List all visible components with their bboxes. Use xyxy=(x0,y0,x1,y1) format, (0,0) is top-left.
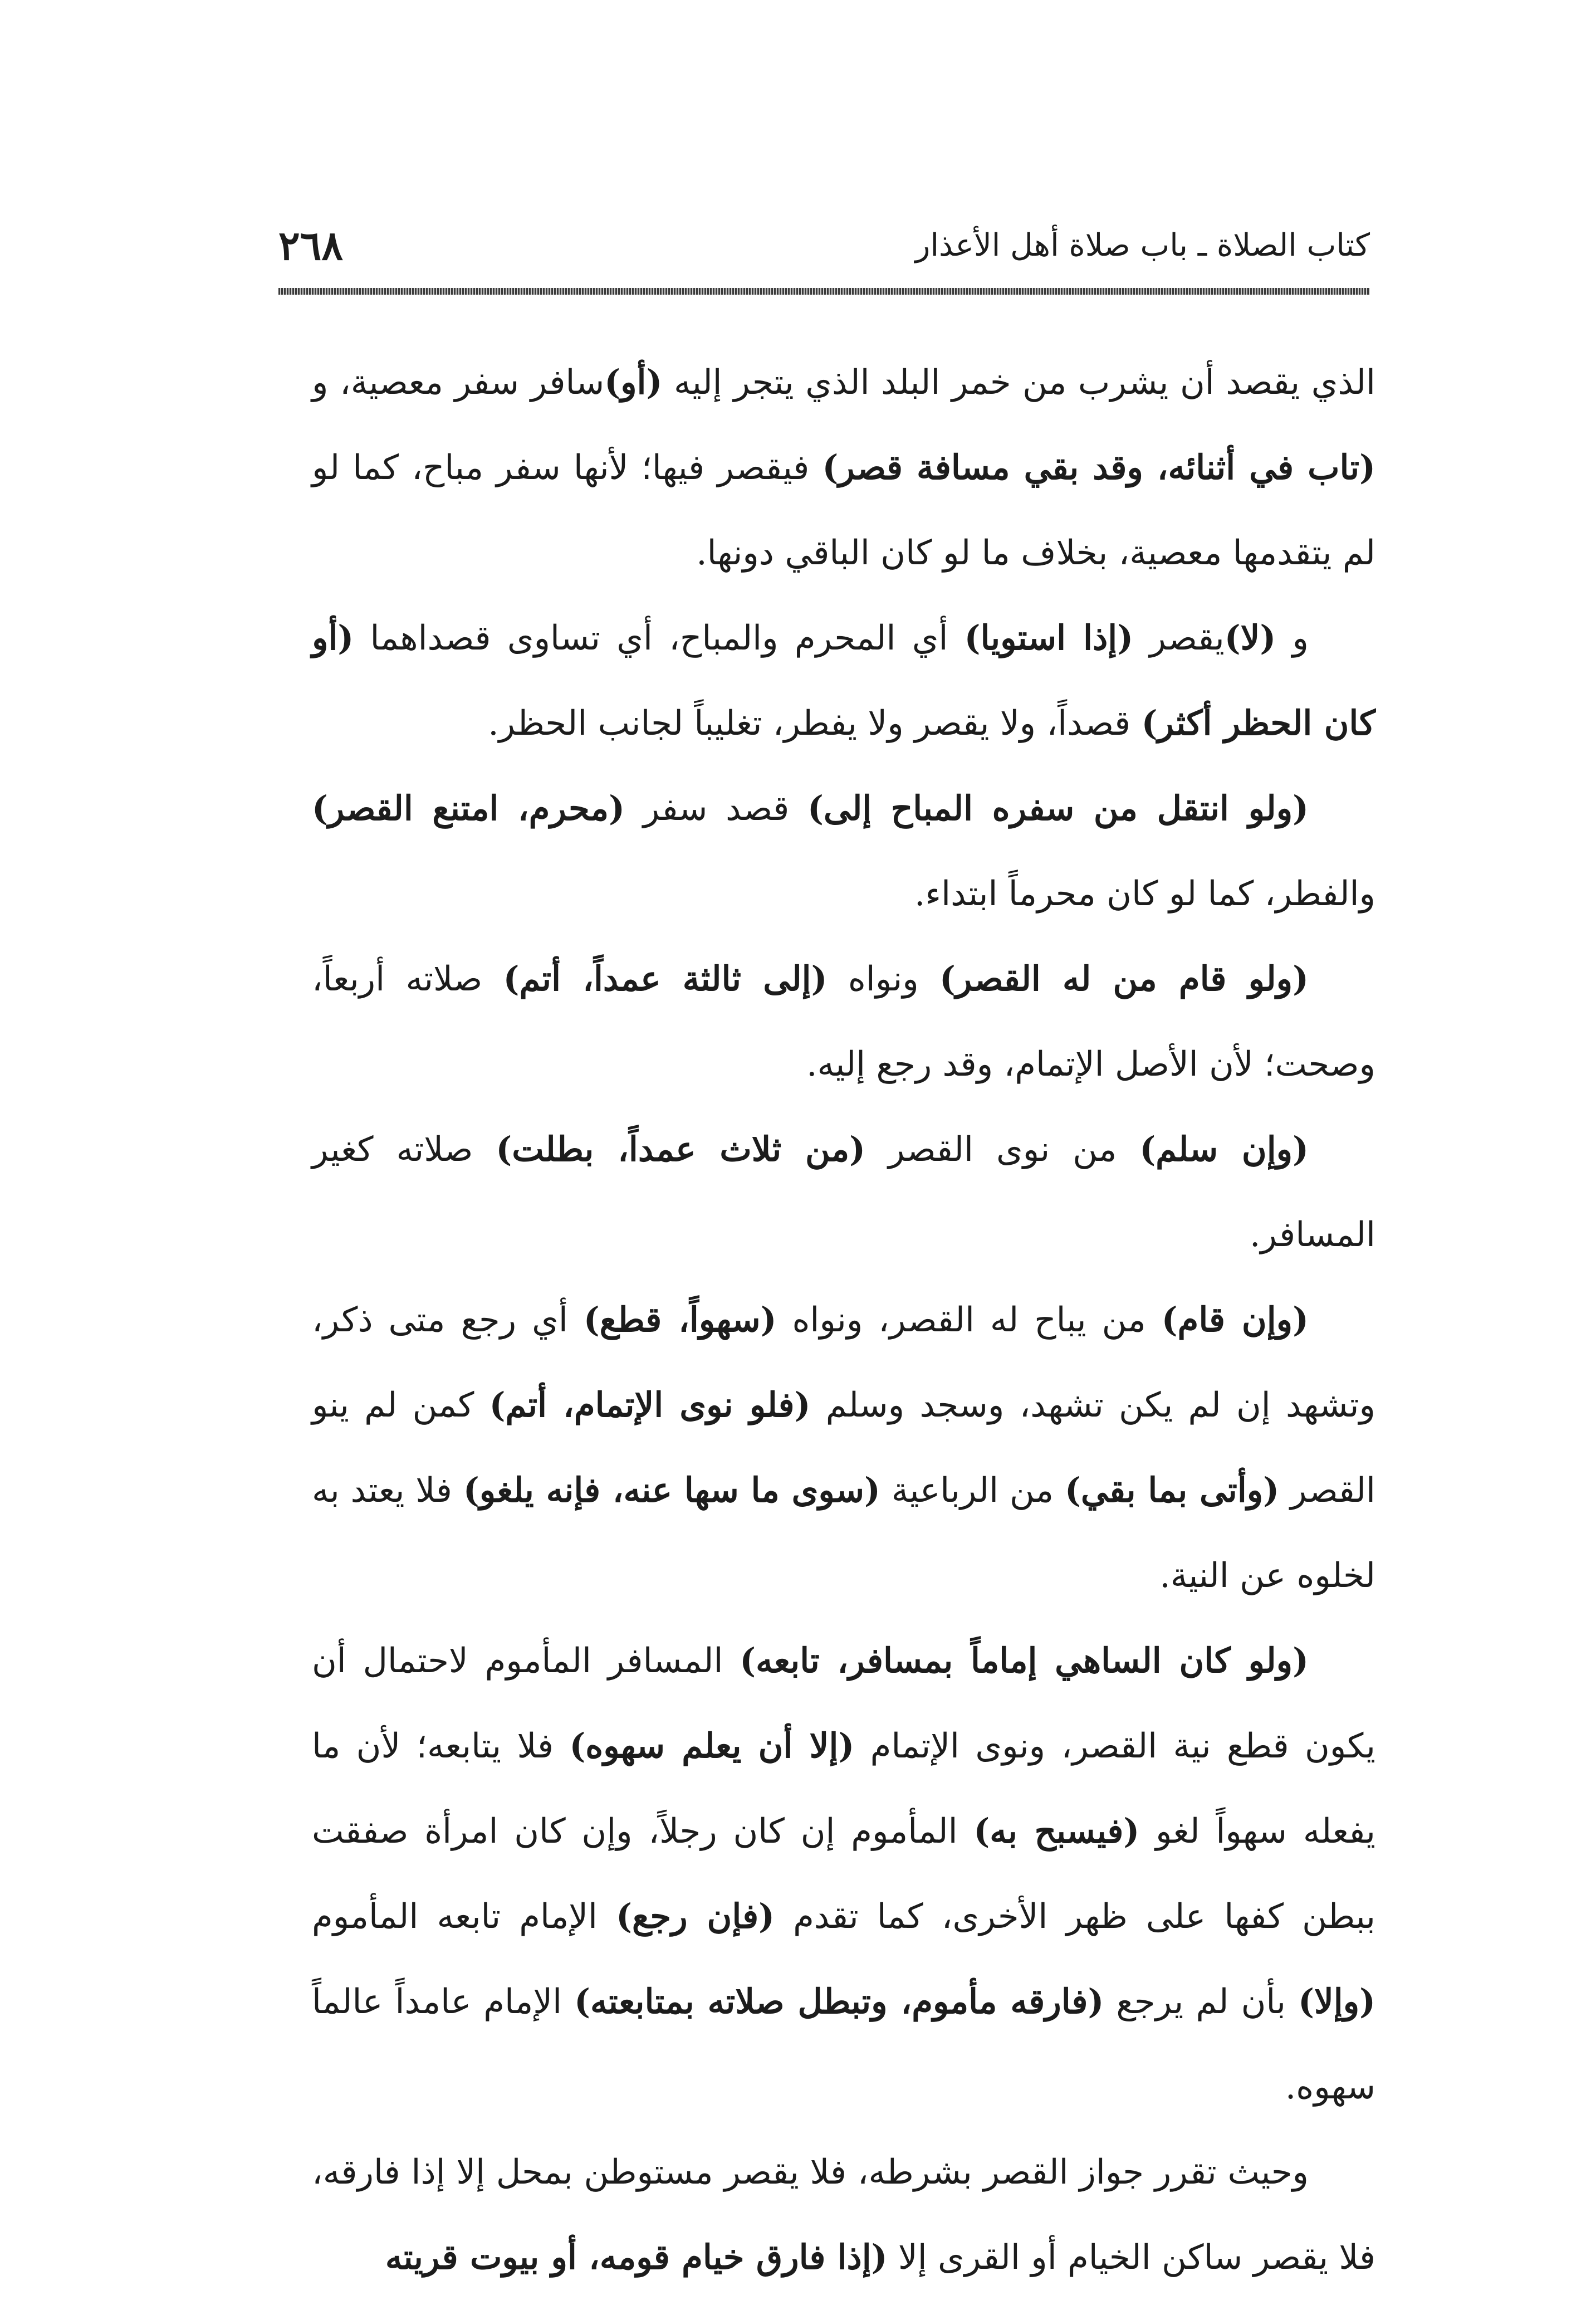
matn-text: (فإن رجع) xyxy=(616,1897,775,1936)
matn-text: (إذا استويا) xyxy=(964,618,1134,658)
matn-text: (ولو قام من له القصر) xyxy=(939,959,1309,999)
commentary-text: فلا يعتد به لخلوه عن النية. xyxy=(312,1471,1375,1595)
paragraph xyxy=(312,595,1375,766)
matn-text: (أو) xyxy=(604,363,663,402)
matn-text: (وإن سلم) xyxy=(1139,1130,1309,1169)
matn-text: (إذا فارق خيام قومه، أو بيوت قريته xyxy=(385,2238,888,2277)
commentary-text: و xyxy=(1276,618,1309,658)
commentary-text: من يباح له القصر، ونواه xyxy=(776,1300,1162,1340)
commentary-text: والفطر، كما لو كان محرماً ابتداء. xyxy=(914,874,1375,914)
commentary-text: يقصر xyxy=(1133,618,1225,658)
running-title: كتاب الصلاة ـ باب صلاة أهل الأعذار xyxy=(915,227,1370,263)
matn-text: (أو كان الحظر أكثر) xyxy=(312,618,1375,743)
paragraph xyxy=(312,936,1375,1107)
matn-text: (فيسبح به) xyxy=(973,1811,1140,1851)
commentary-text: من نوى القصر xyxy=(865,1130,1140,1169)
matn-text: (فلو نوى الإتمام، أتم) xyxy=(489,1385,811,1425)
matn-text: (تاب في أثنائه، وقد بقي مسافة قصر) xyxy=(822,448,1375,487)
matn-text: (إلى ثالثة عمداً، أتم) xyxy=(503,959,828,999)
matn-text: (سوى ما سها عنه، فإنه يلغو) xyxy=(463,1471,880,1510)
paragraph xyxy=(312,766,1375,936)
matn-text: (وإن قام) xyxy=(1161,1300,1309,1340)
paragraph xyxy=(312,340,1375,595)
commentary-text: المأموم إن كان رجلاً، وإن كان امرأة صفقت ببطن كفها على ظهر الأخرى، كما تقدم xyxy=(312,1811,1375,1936)
matn-text: (ولو انتقل من سفره المباح إلى) xyxy=(807,789,1309,828)
matn-text: (لا) xyxy=(1224,618,1276,658)
commentary-text: الإمام تابعه المأموم xyxy=(312,1897,616,1936)
matn-text: (فارقه مأموم، وتبطل صلاته بمتابعته) xyxy=(574,1982,1104,2021)
matn-text: (وأتى بما بقي) xyxy=(1065,1471,1280,1510)
matn-text: (من ثلاث عمداً، بطلت) xyxy=(496,1130,866,1169)
commentary-text: صلاته كغير المسافر. xyxy=(312,1130,1375,1254)
commentary-text: الإمام عامداً عالماً سهوه. xyxy=(312,1982,1375,2107)
commentary-text: فيقصر فيها؛ لأنها سفر مباح، كما لو لم يتقدمها معصية، بخلاف ما لو كان الباقي دونها. xyxy=(312,448,1375,573)
commentary-text: قصداً، ولا يقصر ولا يفطر، تغليباً لجانب الحظر. xyxy=(488,704,1142,743)
paragraph xyxy=(312,2130,1375,2300)
commentary-text: وحيث تقرر جواز القصر بشرطه، فلا يقصر مستوطن بمحل إلا إذا فارقه، فلا يقصر ساكن الخيام أو القرى إلا xyxy=(312,2152,1375,2277)
paragraph xyxy=(312,1107,1375,1277)
commentary-text: فلا يتابعه؛ لأن ما يفعله سهواً لغو xyxy=(312,1726,1375,1851)
commentary-text: كمن لم ينو القصر xyxy=(312,1385,1376,1510)
matn-text: (وإلا) xyxy=(1298,1982,1376,2021)
commentary-text: ونواه xyxy=(827,959,940,999)
commentary-text: المسافر المأموم لاحتمال أن يكون قطع نية القصر، ونوى الإتمام xyxy=(312,1641,1375,1766)
body-text xyxy=(312,340,1375,2300)
commentary-text: من الرباعية xyxy=(880,1471,1065,1510)
header-rule xyxy=(278,288,1370,295)
commentary-text: بأن لم يرجع xyxy=(1104,1982,1299,2021)
paragraph xyxy=(312,1277,1375,1618)
commentary-text: أي رجع متى ذكر، وتشهد إن لم يكن تشهد، وسجد وسلم xyxy=(312,1300,1375,1425)
commentary-text: صلاته أربعاً، وصحت؛ لأن الأصل الإتمام، وقد رجع إليه. xyxy=(312,959,1375,1084)
commentary-text: الذي يقصد أن يشرب من خمر البلد الذي يتجر إليه xyxy=(662,363,1375,402)
matn-text: (محرم، امتنع القصر) xyxy=(312,789,625,828)
commentary-text: سافر سفر معصية، و xyxy=(312,363,605,402)
matn-text: (إلا أن يعلم سهوه) xyxy=(569,1726,855,1766)
page-number: ٢٦٨ xyxy=(278,222,344,269)
matn-text: (سهواً، قطع) xyxy=(583,1300,777,1340)
commentary-text: قصد سفر xyxy=(624,789,808,828)
paragraph xyxy=(312,1618,1375,2130)
page-header xyxy=(278,222,1370,287)
commentary-text: أي المحرم والمباح، أي تساوى قصداهما xyxy=(354,618,965,658)
matn-text: (ولو كان الساهي إماماً بمسافر، تابعه) xyxy=(740,1641,1309,1681)
